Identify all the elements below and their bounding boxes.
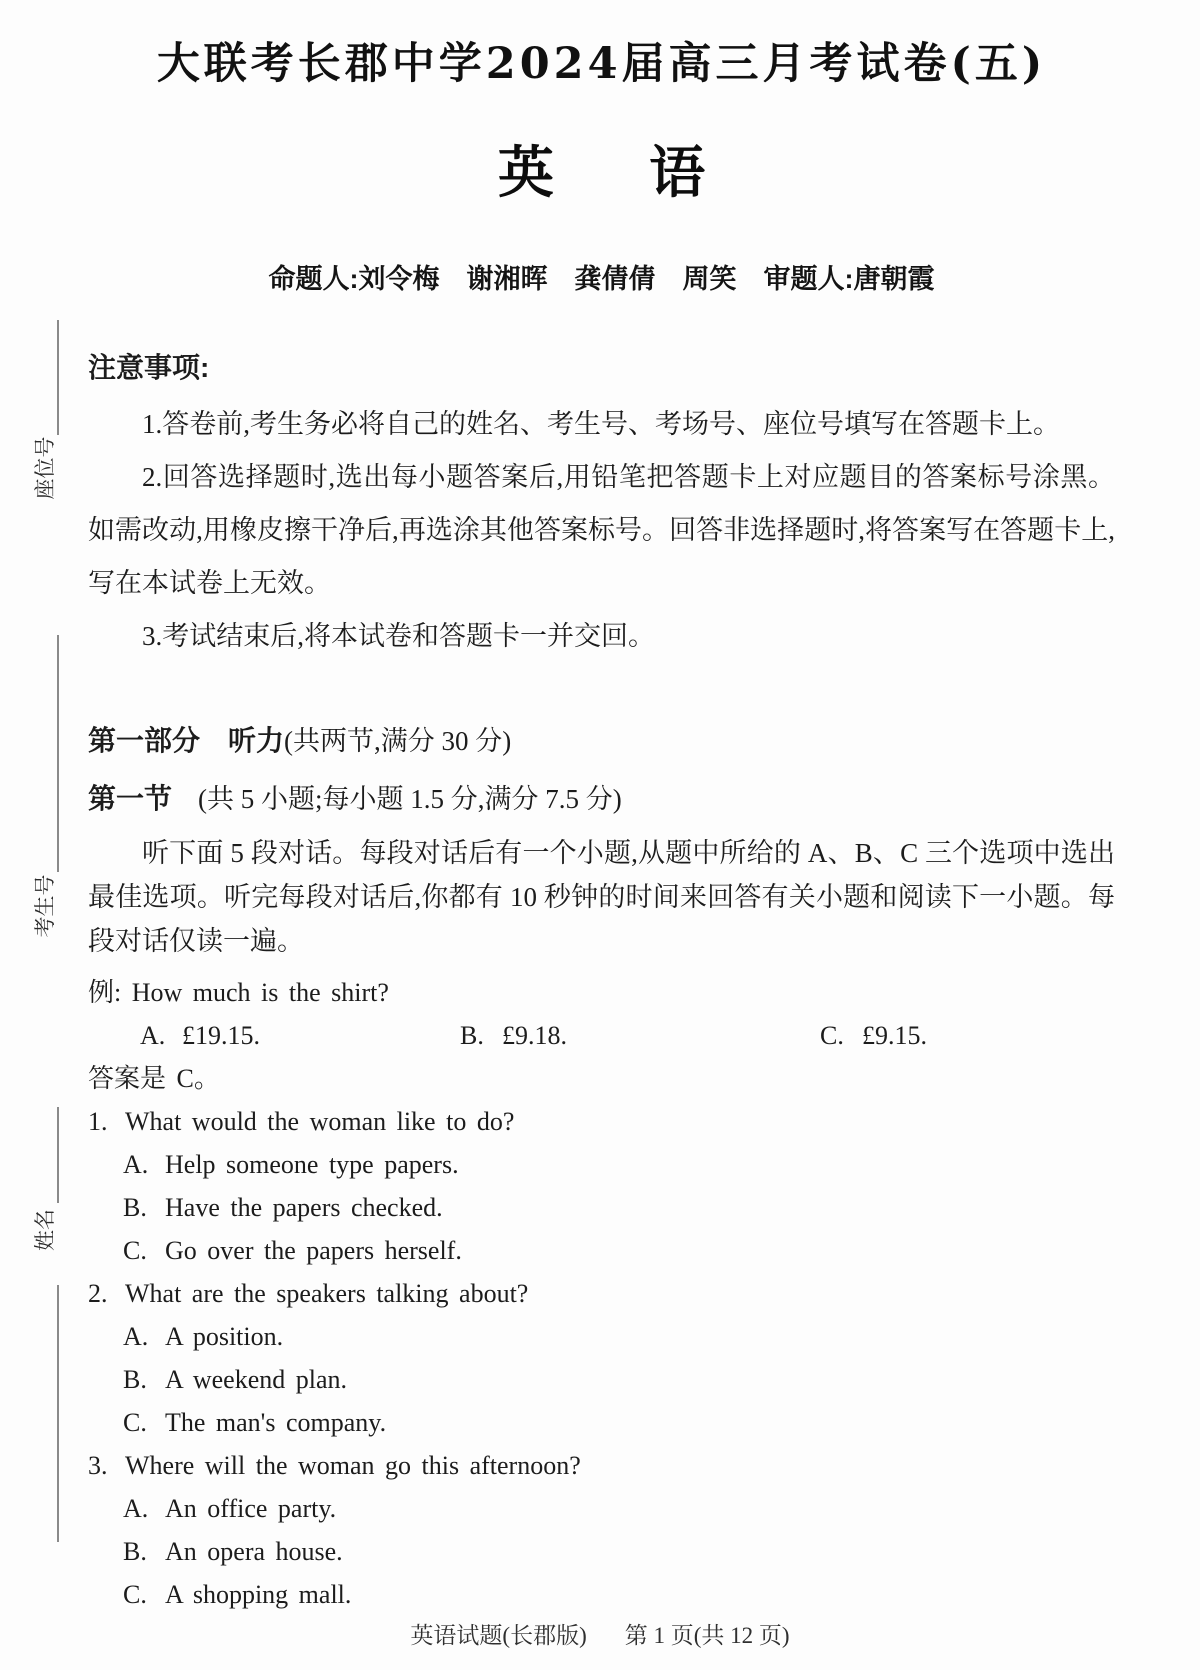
example-option-b — [460, 1014, 567, 1057]
option-row — [88, 1229, 1115, 1272]
option-label: A. — [123, 1322, 149, 1351]
subject-title: 英语 — [497, 141, 801, 204]
part1-heading-note: (共两节,满分 30 分) — [284, 726, 512, 756]
option-label: C. — [123, 1580, 147, 1609]
question-number: 1. — [88, 1107, 108, 1136]
option-text: Have the papers checked. — [165, 1193, 443, 1222]
option-row — [88, 1358, 1115, 1401]
option-row — [88, 1401, 1115, 1444]
option-text: £9.15. — [862, 1021, 927, 1050]
example-option-c — [820, 1014, 927, 1057]
option-row — [88, 1143, 1115, 1186]
exam-title: 大联考长郡中学2024届高三月考试卷(五) — [156, 39, 1047, 89]
option-text: A weekend plan. — [165, 1365, 348, 1394]
question-line — [88, 1100, 1115, 1143]
example-question: How much is the shirt? — [131, 978, 389, 1007]
notice-item: 1.答卷前,考生务必将自己的姓名、考生号、考场号、座位号填写在答题卡上。 — [142, 409, 1060, 439]
name-label: 姓名 — [33, 1209, 57, 1251]
notice-item: 3.考试结束后,将本试卷和答题卡一并交回。 — [142, 621, 655, 651]
example-options — [88, 1014, 1115, 1057]
option-label: B. — [123, 1365, 147, 1394]
question-text: What are the speakers talking about? — [125, 1279, 529, 1308]
option-text: £19.15. — [182, 1021, 260, 1050]
question-line — [88, 1444, 1115, 1487]
option-row — [88, 1487, 1115, 1530]
question-number: 3. — [88, 1451, 108, 1480]
question-block — [88, 1444, 1115, 1616]
option-text: £9.18. — [502, 1021, 567, 1050]
option-label: C. — [820, 1021, 844, 1050]
candidate-number-label: 考生号 — [33, 874, 57, 938]
option-row — [88, 1573, 1115, 1616]
option-text: A shopping mall. — [165, 1580, 352, 1609]
page-footer — [0, 1617, 1200, 1650]
section1-heading-bold: 第一节 — [88, 783, 173, 814]
option-text: The man's company. — [165, 1408, 387, 1437]
option-label: B. — [123, 1193, 147, 1222]
question-number: 2. — [88, 1279, 108, 1308]
footer-page-number: 第 1 页(共 12 页) — [624, 1623, 790, 1648]
binding-line-3 — [57, 1107, 59, 1203]
seat-number-label: 座位号 — [33, 436, 57, 500]
notice-item: 2.回答选择题时,选出每小题答案后,用铅笔把答题卡上对应题目的答案标号涂黑。如需改动,用橡皮擦干净后,再选涂其他答案标号。回答非选择题时,将答案写在答题卡上,写在本试卷上无效。 — [88, 462, 1115, 598]
section1-heading — [88, 777, 1115, 817]
question-line — [88, 1272, 1115, 1315]
question-text: Where will the woman go this afternoon? — [125, 1451, 581, 1480]
question-block — [88, 1100, 1115, 1272]
option-label: A. — [140, 1021, 166, 1050]
binding-line-1 — [57, 320, 59, 435]
binding-line-2 — [57, 635, 59, 872]
example-option-a — [140, 1014, 260, 1057]
example-question-line — [88, 971, 1115, 1014]
option-row — [88, 1186, 1115, 1229]
option-text: An opera house. — [165, 1537, 343, 1566]
part1-heading-bold: 第一部分 听力 — [88, 725, 285, 756]
example-answer-line: 答案是 C。 — [88, 1064, 220, 1093]
option-label: A. — [123, 1494, 149, 1523]
notice-heading: 注意事项: — [88, 352, 210, 383]
option-text: An office party. — [165, 1494, 337, 1523]
part1-heading — [88, 719, 1115, 759]
option-row — [88, 1530, 1115, 1573]
question-text: What would the woman like to do? — [125, 1107, 515, 1136]
option-label: B. — [123, 1537, 147, 1566]
listening-instructions: 听下面 5 段对话。每段对话后有一个小题,从题中所给的 A、B、C 三个选项中选出最佳选项。听完每段对话后,你都有 10 秒钟的时间来回答有关小题和阅读下一小题。每段对话仅读一遍。 — [88, 838, 1115, 956]
exam-page — [88, 0, 1115, 1616]
notice-list — [88, 398, 1115, 663]
option-text: A position. — [165, 1322, 284, 1351]
question-block — [88, 1272, 1115, 1444]
option-label: B. — [460, 1021, 484, 1050]
footer-paper-name: 英语试题(长郡版) — [410, 1623, 587, 1648]
option-row — [88, 1315, 1115, 1358]
example-prefix: 例: — [88, 978, 122, 1007]
option-label: C. — [123, 1408, 147, 1437]
binding-line-4 — [57, 1285, 59, 1542]
section1-heading-note: (共 5 小题;每小题 1.5 分,满分 7.5 分) — [198, 784, 622, 814]
listening-section — [88, 971, 1115, 1616]
option-text: Go over the papers herself. — [165, 1236, 462, 1265]
setters-line: 命题人:刘令梅 谢湘晖 龚倩倩 周笑 审题人:唐朝霞 — [268, 264, 935, 294]
option-label: C. — [123, 1236, 147, 1265]
option-label: A. — [123, 1150, 149, 1179]
option-text: Help someone type papers. — [165, 1150, 459, 1179]
